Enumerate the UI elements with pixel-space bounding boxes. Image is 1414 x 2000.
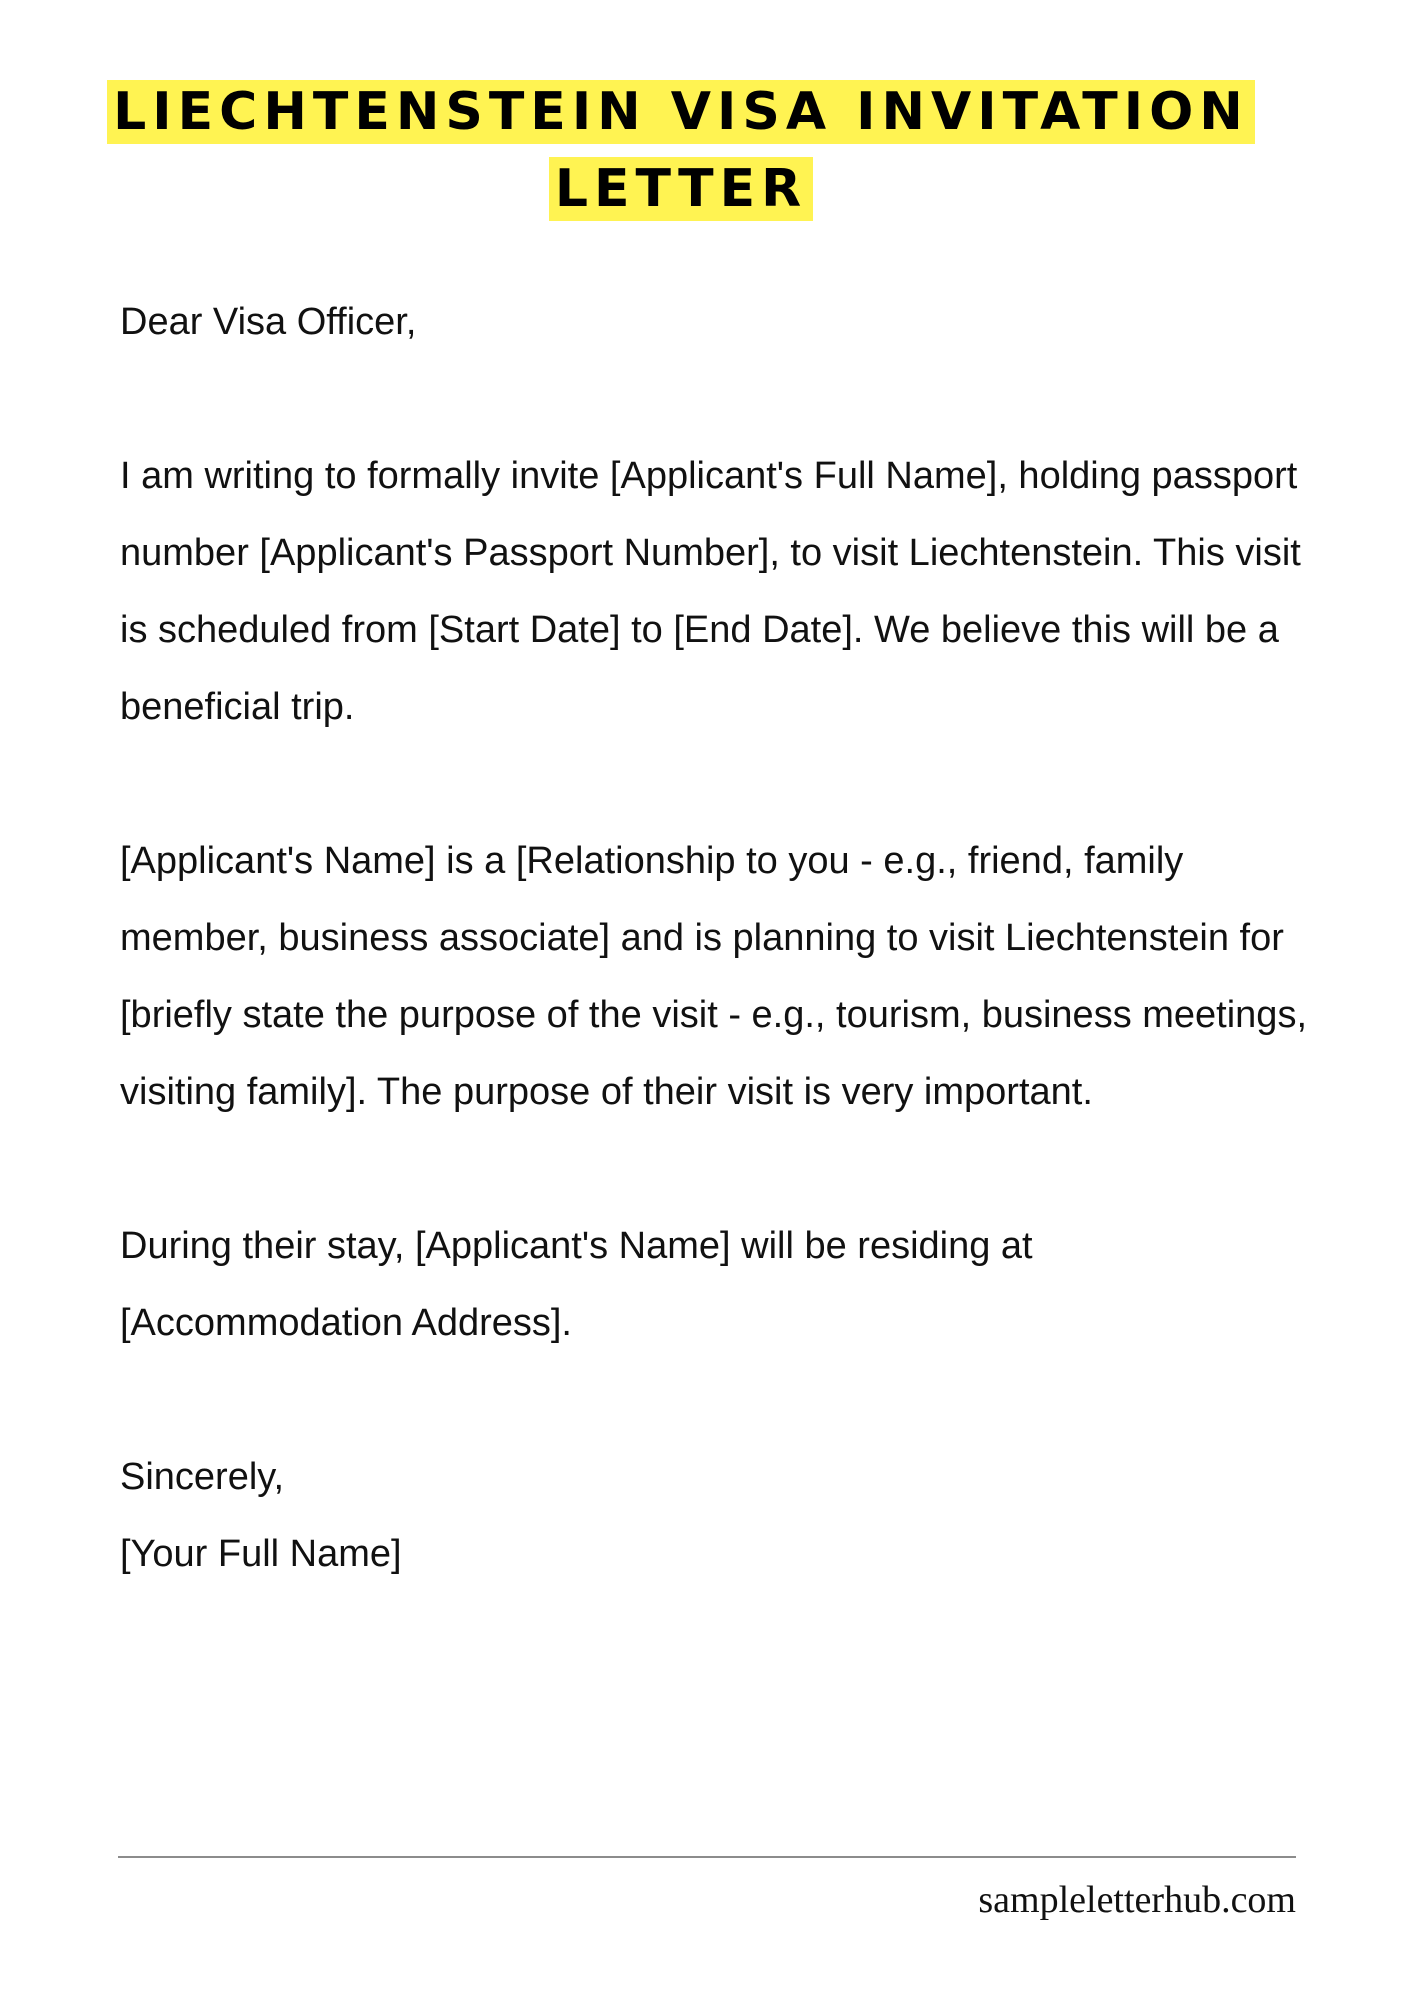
letter-body	[120, 284, 1320, 1593]
footer-divider	[118, 1856, 1296, 1858]
paragraph-1: I am writing to formally invite [Applicant's Full Name], holding passport number [Applicant's Passport Number], to visit Liechtenstein. This visit is scheduled from [Start Date] to [End Date]. We believe this will be a beneficial trip.	[120, 455, 1301, 728]
spacer	[120, 361, 1320, 438]
footer-site: sampleletterhub.com	[978, 1879, 1296, 1921]
spacer	[120, 1362, 1320, 1439]
spacer	[120, 1131, 1320, 1208]
paragraph-3: During their stay, [Applicant's Name] will be residing at [Accommodation Address].	[120, 1225, 1033, 1344]
title-highlight: LIECHTENSTEIN VISA INVITATION LETTER	[107, 80, 1255, 221]
signature: [Your Full Name]	[120, 1533, 402, 1575]
paragraph-2: [Applicant's Name] is a [Relationship to you - e.g., friend, family member, business associate] and is planning to visit Liechtenstein for [briefly state the purpose of the visit - e.g., tourism, business meetings, visiting family]. The purpose of their visit is very important.	[120, 840, 1307, 1113]
closing: Sincerely,	[120, 1456, 285, 1498]
spacer	[120, 746, 1320, 823]
page-title	[100, 74, 1262, 228]
salutation: Dear Visa Officer,	[120, 301, 417, 343]
